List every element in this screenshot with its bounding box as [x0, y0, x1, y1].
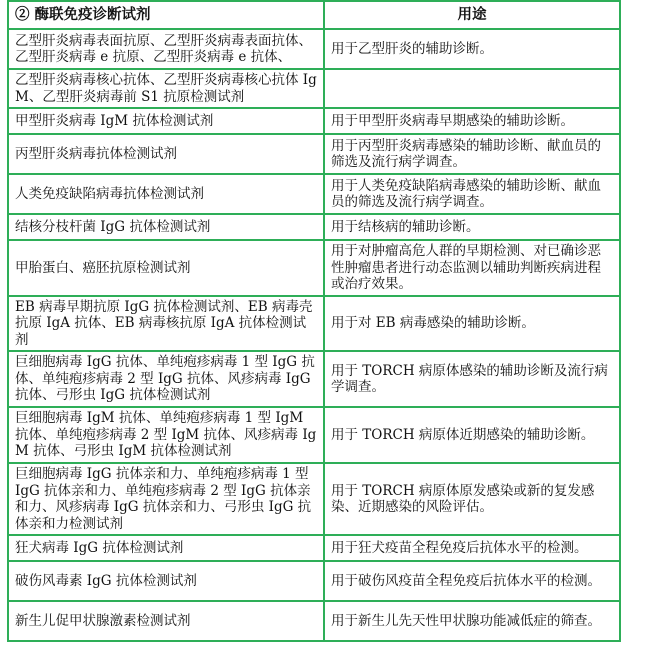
table-row — [8, 535, 620, 561]
table-row — [8, 351, 620, 407]
table-row — [8, 240, 620, 296]
table-row — [8, 174, 620, 214]
reagent-name-cell: 甲型肝炎病毒 IgM 抗体检测试剂 — [8, 108, 324, 134]
reagent-name-cell: 巨细胞病毒 IgG 抗体、单纯疱疹病毒 1 型 IgG 抗体、单纯疱疹病毒 2 型 IgG 抗体、风疹病毒 IgG 抗体、弓形虫 IgG 抗体检测试剂 — [8, 351, 324, 407]
reagent-name-cell: 巨细胞病毒 IgM 抗体、单纯疱疹病毒 1 型 IgM 抗体、单纯疱疹病毒 2 型 IgM 抗体、风疹病毒 IgM 抗体、弓形虫 IgM 抗体检测试剂 — [8, 407, 324, 463]
usage-cell: 用于 TORCH 病原体原发感染或新的复发感染、近期感染的风险评估。 — [324, 463, 620, 535]
reagent-name-cell: 结核分枝杆菌 IgG 抗体检测试剂 — [8, 214, 324, 240]
reagent-name-cell: 人类免疫缺陷病毒抗体检测试剂 — [8, 174, 324, 214]
usage-cell: 用于 TORCH 病原体感染的辅助诊断及流行病学调查。 — [324, 351, 620, 407]
usage-cell: 用于乙型肝炎的辅助诊断。 — [324, 29, 620, 69]
table-row — [8, 463, 620, 535]
header-usage: 用途 — [324, 1, 620, 29]
table-row — [8, 407, 620, 463]
usage-cell: 用于对肿瘤高危人群的早期检测、对已确诊恶性肿瘤患者进行动态监测以辅助判断疾病进程或治疗效果。 — [324, 240, 620, 296]
table-row — [8, 134, 620, 174]
reagent-name-cell: 丙型肝炎病毒抗体检测试剂 — [8, 134, 324, 174]
usage-cell: 用于破伤风疫苗全程免疫后抗体水平的检测。 — [324, 561, 620, 601]
usage-cell — [324, 69, 620, 108]
table-row — [8, 69, 620, 108]
reagent-name-cell: 新生儿促甲状腺激素检测试剂 — [8, 601, 324, 641]
usage-cell: 用于 TORCH 病原体近期感染的辅助诊断。 — [324, 407, 620, 463]
table-row — [8, 108, 620, 134]
header-reagent-name: ② 酶联免疫诊断试剂 — [8, 1, 324, 29]
reagent-name-cell: 狂犬病毒 IgG 抗体检测试剂 — [8, 535, 324, 561]
table-row — [8, 561, 620, 601]
usage-cell: 用于结核病的辅助诊断。 — [324, 214, 620, 240]
table-row — [8, 29, 620, 69]
table-header-row — [8, 1, 620, 29]
table-row — [8, 296, 620, 352]
reagent-name-cell: 乙型肝炎病毒核心抗体、乙型肝炎病毒核心抗体 IgM、乙型肝炎病毒前 S1 抗原检测试剂 — [8, 69, 324, 108]
usage-cell: 用于狂犬疫苗全程免疫后抗体水平的检测。 — [324, 535, 620, 561]
reagent-name-cell: 乙型肝炎病毒表面抗原、乙型肝炎病毒表面抗体、乙型肝炎病毒 e 抗原、乙型肝炎病毒 e 抗体、 — [8, 29, 324, 69]
reagent-table — [7, 0, 621, 642]
table-row — [8, 214, 620, 240]
usage-cell: 用于人类免疫缺陷病毒感染的辅助诊断、献血员的筛选及流行病学调查。 — [324, 174, 620, 214]
reagent-name-cell: 甲胎蛋白、癌胚抗原检测试剂 — [8, 240, 324, 296]
reagent-name-cell: 巨细胞病毒 IgG 抗体亲和力、单纯疱疹病毒 1 型 IgG 抗体亲和力、单纯疱疹病毒 2 型 IgG 抗体亲和力、风疹病毒 IgG 抗体亲和力、弓形虫 IgG 抗体亲和力检测试剂 — [8, 463, 324, 535]
usage-cell: 用于丙型肝炎病毒感染的辅助诊断、献血员的筛选及流行病学调查。 — [324, 134, 620, 174]
usage-cell: 用于新生儿先天性甲状腺功能减低症的筛查。 — [324, 601, 620, 641]
page-cut-edge — [0, 651, 660, 657]
usage-cell: 用于甲型肝炎病毒早期感染的辅助诊断。 — [324, 108, 620, 134]
usage-cell: 用于对 EB 病毒感染的辅助诊断。 — [324, 296, 620, 352]
reagent-name-cell: 破伤风毒素 IgG 抗体检测试剂 — [8, 561, 324, 601]
table-row — [8, 601, 620, 641]
reagent-name-cell: EB 病毒早期抗原 IgG 抗体检测试剂、EB 病毒壳抗原 IgA 抗体、EB 病毒核抗原 IgA 抗体检测试剂 — [8, 296, 324, 352]
